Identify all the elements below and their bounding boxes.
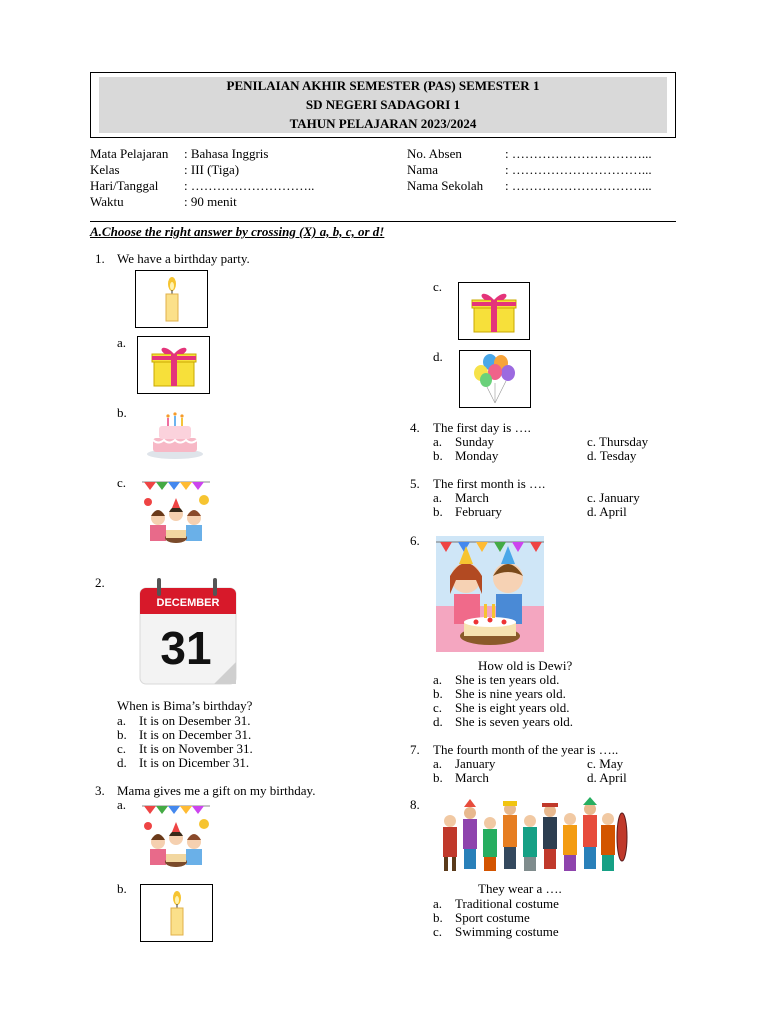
info-label: Waktu: [90, 194, 124, 209]
candle-image: [135, 270, 208, 328]
header-line-1: PENILAIAN AKHIR SEMESTER (PAS) SEMESTER 1: [226, 78, 540, 94]
option-letter: b.: [433, 770, 443, 785]
party-kids-image[interactable]: [140, 478, 212, 548]
q2-question: When is Bima’s birthday?: [117, 698, 253, 713]
option-text: Sunday: [455, 434, 494, 449]
q8-options: [433, 897, 559, 939]
option-text: It is on November 31.: [139, 741, 253, 756]
traditional-costume-icon: [438, 797, 628, 873]
q4-text: The first day is ….: [433, 420, 531, 435]
info-label: Kelas: [90, 162, 120, 177]
info-row-name: [407, 162, 652, 178]
q4-option-c[interactable]: [587, 435, 648, 449]
q6-option-b[interactable]: [433, 687, 573, 701]
q7-option-d[interactable]: [587, 771, 627, 785]
option-letter: c.: [433, 700, 443, 715]
option-letter: d.: [433, 714, 443, 729]
info-label: Mata Pelajaran: [90, 146, 169, 161]
option-text: She is eight years old.: [455, 700, 570, 715]
option-text: c. January: [587, 490, 640, 505]
option-text: She is seven years old.: [455, 714, 574, 729]
q7-option-a[interactable]: [433, 757, 495, 771]
q1-text: We have a birthday party.: [117, 251, 250, 266]
option-text: March: [455, 770, 489, 785]
q8-option-c[interactable]: [433, 925, 559, 939]
q1-option-d-letter[interactable]: d.: [433, 349, 443, 364]
q5-text: The first month is ….: [433, 476, 546, 491]
q6-number: 6.: [410, 533, 420, 548]
q6-option-a[interactable]: [433, 673, 573, 687]
option-letter: d.: [117, 755, 127, 770]
q5-number: 5.: [410, 476, 420, 491]
option-letter: a.: [433, 490, 443, 505]
divider: [90, 221, 676, 222]
info-row-time: [90, 194, 314, 210]
q7-text: The fourth month of the year is …..: [433, 742, 619, 757]
info-row-school: [407, 178, 652, 194]
q5-option-d[interactable]: [587, 505, 627, 519]
option-text: February: [455, 504, 502, 519]
calendar-month: DECEMBER: [156, 597, 220, 609]
option-letter: b.: [433, 686, 443, 701]
q6-question: How old is Dewi?: [478, 658, 573, 673]
info-row-absen: [407, 146, 652, 162]
gift-image[interactable]: [137, 336, 210, 394]
candle-image-2[interactable]: [140, 884, 213, 942]
option-letter: a.: [117, 713, 127, 728]
option-letter: b.: [433, 448, 443, 463]
exam-header: [90, 72, 676, 138]
option-text: She is ten years old.: [455, 672, 560, 687]
info-value: : ………………………..: [184, 178, 315, 193]
option-text: Swimming costume: [455, 924, 559, 939]
balloons-image[interactable]: [459, 350, 531, 408]
cake-image[interactable]: [140, 410, 210, 460]
candle-icon: [157, 276, 187, 322]
option-letter: a.: [433, 672, 443, 687]
option-letter: a.: [433, 756, 443, 771]
party-kids-image-2[interactable]: [140, 802, 212, 872]
info-row-date: [90, 178, 314, 194]
q2-option-a[interactable]: [117, 714, 253, 728]
q7-option-b[interactable]: [433, 771, 489, 785]
option-text: Sport costume: [455, 910, 530, 925]
option-text: Monday: [455, 448, 499, 463]
q7-number: 7.: [410, 742, 420, 757]
option-letter: a.: [433, 896, 443, 911]
info-value: : III (Tiga): [184, 162, 240, 177]
birthday-kids-image: [436, 536, 544, 652]
info-label: Nama: [407, 162, 439, 177]
option-letter: a.: [433, 434, 443, 449]
info-value: : Bahasa Inggris: [184, 146, 269, 161]
option-letter: b.: [117, 727, 127, 742]
info-value: : 90 menit: [184, 194, 237, 209]
q5-option-c[interactable]: [587, 491, 640, 505]
calendar-image: [138, 576, 238, 686]
q6-option-d[interactable]: [433, 715, 573, 729]
option-text: d. April: [587, 770, 627, 785]
option-letter: b.: [433, 910, 443, 925]
header-line-3: TAHUN PELAJARAN 2023/2024: [289, 115, 477, 131]
balloons-icon: [470, 353, 520, 405]
q5-option-b[interactable]: [433, 505, 502, 519]
q2-option-d[interactable]: [117, 756, 253, 770]
gift-icon: [149, 343, 199, 387]
option-text: It is on Dicember 31.: [139, 755, 250, 770]
option-text: She is nine years old.: [455, 686, 566, 701]
option-text: It is on December 31.: [139, 727, 252, 742]
q2-options: [117, 714, 253, 770]
info-label: Hari/Tanggal: [90, 178, 159, 193]
option-text: March: [455, 490, 489, 505]
q1-option-a-letter[interactable]: a.: [117, 335, 127, 350]
option-letter: c.: [117, 741, 127, 756]
q3-option-a-letter[interactable]: a.: [117, 797, 127, 812]
q6-options: [433, 673, 573, 729]
info-label: Nama Sekolah: [407, 178, 484, 193]
info-row-class: [90, 162, 314, 178]
q3-number: 3.: [95, 783, 105, 798]
option-letter: b.: [433, 504, 443, 519]
q6-option-c[interactable]: [433, 701, 573, 715]
info-label: No. Absen: [407, 146, 462, 161]
q3-option-b-letter[interactable]: b.: [117, 881, 127, 896]
header-banner: [99, 77, 667, 133]
birthday-cake-icon: [140, 410, 210, 460]
q1-option-c2-letter[interactable]: c.: [433, 279, 443, 294]
traditional-costume-image: [438, 797, 628, 873]
option-text: It is on Desember 31.: [139, 713, 251, 728]
party-kids-icon: [140, 802, 212, 872]
option-text: Traditional costume: [455, 896, 559, 911]
header-line-2: SD NEGERI SADAGORI 1: [305, 96, 461, 112]
q4-number: 4.: [410, 420, 420, 435]
gift-icon: [469, 289, 519, 333]
q8-number: 8.: [410, 797, 420, 812]
option-text: c. Thursday: [587, 434, 649, 449]
q3-text: Mama gives me a gift on my birthday.: [117, 783, 316, 798]
candle-icon: [162, 890, 192, 936]
q2-number: 2.: [95, 575, 105, 590]
q8-option-a[interactable]: [433, 897, 559, 911]
q8-question: They wear a ….: [478, 881, 562, 896]
q8-option-b[interactable]: [433, 911, 559, 925]
info-value: : …………………………...: [505, 162, 652, 177]
info-value: : …………………………...: [505, 146, 652, 161]
option-text: c. May: [587, 756, 624, 771]
option-text: d. April: [587, 504, 627, 519]
party-kids-icon: [140, 478, 212, 548]
q2-option-c[interactable]: [117, 742, 253, 756]
q1-option-b-letter[interactable]: b.: [117, 405, 127, 420]
q1-option-c-letter[interactable]: c.: [117, 475, 127, 490]
q5-option-a[interactable]: [433, 491, 489, 505]
q7-option-c[interactable]: [587, 757, 623, 771]
option-text: d. Tesday: [587, 448, 637, 463]
q4-option-d[interactable]: [587, 449, 636, 463]
info-row-subject: [90, 146, 314, 162]
student-info-right: [407, 146, 652, 194]
q1-number: 1.: [95, 251, 105, 266]
option-letter: c.: [433, 924, 443, 939]
student-info-left: [90, 146, 314, 210]
gift-image-2[interactable]: [458, 282, 530, 340]
instruction: A.Choose the right answer by crossing (X) a, b, c, or d!: [90, 224, 385, 239]
info-value: : …………………………...: [505, 178, 652, 193]
q4-option-b[interactable]: [433, 449, 498, 463]
calendar-icon: [138, 576, 238, 686]
option-text: January: [455, 756, 496, 771]
q2-option-b[interactable]: [117, 728, 253, 742]
birthday-kids-icon: [436, 536, 544, 652]
q4-option-a[interactable]: [433, 435, 494, 449]
calendar-day: 31: [160, 622, 212, 674]
